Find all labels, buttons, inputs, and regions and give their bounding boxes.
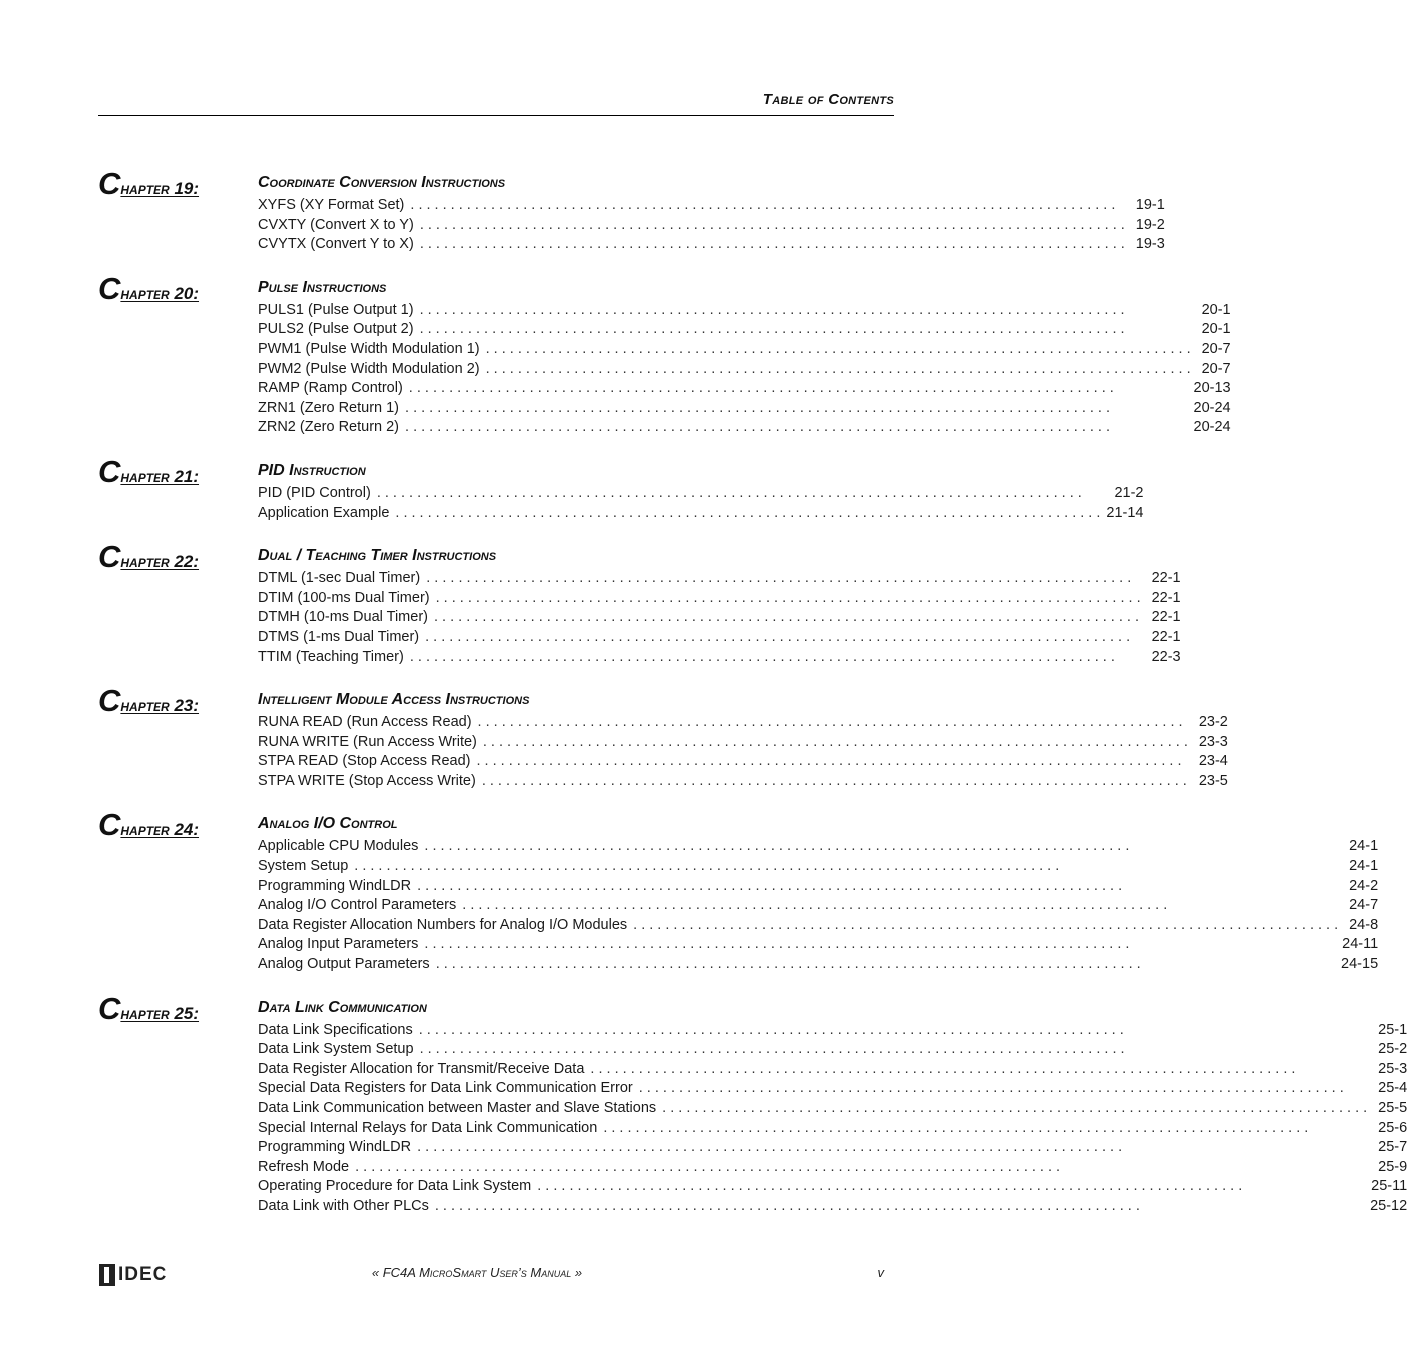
chapter-label-text: hapter 25:: [120, 1003, 200, 1023]
chapter-title: Analog I/O Control: [258, 815, 398, 833]
toc-entry-page: 22-1: [1151, 628, 1181, 645]
dot-leader: [355, 1158, 1367, 1178]
chapter-label: [98, 685, 258, 791]
toc-entry-page: 22-1: [1151, 570, 1181, 587]
chapter-label-text: hapter 21:: [120, 466, 200, 486]
toc-entry-page: 20-24: [1193, 419, 1231, 436]
toc-entry[interactable]: [258, 589, 1181, 609]
toc-entry-title: Data Link with Other PLCs: [258, 1197, 429, 1214]
toc-entry-page: 23-3: [1198, 733, 1228, 750]
toc-entry-page: 25-6: [1378, 1119, 1408, 1136]
toc-entry[interactable]: [258, 772, 1228, 792]
dot-leader: [462, 896, 1338, 916]
toc-entry-title: Data Link Specifications: [258, 1021, 413, 1038]
chapter-title: Data Link Communication: [258, 998, 427, 1016]
toc-entry-page: 25-1: [1378, 1021, 1408, 1038]
toc-entry[interactable]: [258, 196, 1165, 216]
dot-leader: [405, 418, 1188, 438]
toc-entry[interactable]: [258, 340, 1231, 360]
chapter-body: [258, 685, 1237, 791]
toc-entry-title: DTIM (100-ms Dual Timer): [258, 589, 430, 606]
dot-leader: [420, 1040, 1368, 1060]
dot-leader: [424, 837, 1338, 857]
toc-entry-page: 25-3: [1378, 1060, 1408, 1077]
dot-leader: [537, 1177, 1365, 1197]
chapter-label: [98, 270, 258, 438]
toc-entry-page: 24-2: [1349, 877, 1379, 894]
toc-entry-title: RAMP (Ramp Control): [258, 380, 403, 397]
toc-entry[interactable]: [258, 608, 1181, 628]
chapter-label-text: hapter 23:: [120, 696, 200, 716]
toc-entry-page: 23-2: [1198, 714, 1228, 731]
toc-entry[interactable]: [258, 857, 1378, 877]
toc-entry-page: 25-7: [1378, 1139, 1408, 1156]
toc-entry[interactable]: [258, 235, 1165, 255]
toc-entry-title: PID (PID Control): [258, 484, 371, 501]
chapter-label: [98, 541, 258, 667]
toc-entry-title: System Setup: [258, 858, 349, 875]
toc-entry[interactable]: [258, 1060, 1407, 1080]
table-of-contents: [98, 166, 1408, 1235]
header-rule: [98, 115, 894, 116]
chapter-title: PID Instruction: [258, 461, 366, 479]
dot-leader: [436, 589, 1141, 609]
toc-entry-page: 23-4: [1198, 753, 1228, 770]
dot-leader: [590, 1060, 1367, 1080]
toc-entry-page: 20-1: [1201, 321, 1231, 338]
dot-leader: [434, 608, 1141, 628]
dot-leader: [425, 628, 1140, 648]
dot-leader: [436, 955, 1335, 975]
dot-leader: [486, 340, 1191, 360]
chapter-label-text: hapter 24:: [120, 820, 200, 840]
toc-entry-page: 24-15: [1341, 956, 1379, 973]
toc-entry-page: 22-1: [1151, 589, 1181, 606]
toc-entry-title: XYFS (XY Format Set): [258, 197, 405, 213]
dot-leader: [603, 1119, 1367, 1139]
chapter-label-initial: C: [98, 807, 121, 843]
toc-entry-page: 25-11: [1371, 1178, 1408, 1195]
toc-entry[interactable]: [258, 379, 1231, 399]
toc-entry[interactable]: [258, 648, 1181, 668]
toc-entry[interactable]: [258, 1119, 1407, 1139]
toc-entry[interactable]: [258, 837, 1378, 857]
toc-entry[interactable]: [258, 1197, 1407, 1217]
toc-entry[interactable]: [258, 418, 1231, 438]
toc-entry-title: ZRN2 (Zero Return 2): [258, 419, 400, 436]
dot-leader: [420, 301, 1191, 321]
chapter-label-initial: C: [98, 166, 121, 201]
toc-entry[interactable]: [258, 1040, 1407, 1060]
toc-entry-title: STPA READ (Stop Access Read): [258, 753, 471, 770]
chapter-section: [98, 453, 1144, 523]
toc-entry[interactable]: [258, 301, 1231, 321]
toc-entry-title: Applicable CPU Modules: [258, 838, 419, 855]
toc-entry-page: 24-7: [1349, 897, 1379, 914]
toc-entry-title: STPA WRITE (Stop Access Write): [258, 772, 476, 789]
toc-entry-title: DTML (1-sec Dual Timer): [258, 570, 421, 587]
chapter-label: [98, 990, 258, 1217]
chapter-body: [258, 273, 1240, 438]
chapter-label-initial: C: [98, 539, 121, 575]
toc-entry[interactable]: [258, 935, 1378, 955]
chapter-label: [98, 453, 258, 523]
chapter-title: Intelligent Module Access Instructions: [258, 691, 530, 709]
dot-leader: [483, 733, 1188, 753]
toc-entry-page: 20-7: [1201, 340, 1231, 357]
toc-entry[interactable]: [258, 713, 1228, 733]
toc-entry[interactable]: [258, 877, 1378, 897]
toc-entry[interactable]: [258, 320, 1231, 340]
chapter-label-initial: C: [98, 270, 121, 306]
toc-entry-title: PWM1 (Pulse Width Modulation 1): [258, 340, 480, 357]
toc-entry[interactable]: [258, 1138, 1407, 1158]
dot-leader: [482, 772, 1188, 792]
toc-entry[interactable]: [258, 504, 1143, 524]
toc-entry[interactable]: [258, 569, 1181, 589]
dot-leader: [420, 216, 1125, 236]
dot-leader: [395, 504, 1100, 524]
chapter-section: [98, 990, 1408, 1217]
chapter-title: Coordinate Conversion Instructions: [258, 174, 506, 191]
toc-entry-page: 22-3: [1151, 648, 1181, 665]
chapter-title: Pulse Instructions: [258, 278, 387, 296]
toc-entry-page: 23-5: [1198, 772, 1228, 789]
dot-leader: [662, 1099, 1367, 1119]
chapter-section: [98, 166, 1165, 255]
dot-leader: [417, 877, 1338, 897]
toc-entry-title: PWM2 (Pulse Width Modulation 2): [258, 360, 480, 377]
toc-entry-title: PULS2 (Pulse Output 2): [258, 321, 414, 338]
toc-entry-title: Analog I/O Control Parameters: [258, 897, 457, 914]
toc-entry-title: CVYTX (Convert Y to X): [258, 236, 414, 253]
toc-entry-title: Programming WindLDR: [258, 877, 412, 894]
chapter-body: [258, 541, 1190, 667]
toc-entry[interactable]: [258, 216, 1165, 236]
dot-leader: [476, 752, 1187, 772]
dot-leader: [486, 360, 1191, 380]
chapter-label: [98, 809, 258, 974]
toc-entry[interactable]: [258, 733, 1228, 753]
toc-entry[interactable]: [258, 484, 1143, 504]
toc-entry-page: 24-1: [1349, 858, 1379, 875]
chapter-label-initial: C: [98, 990, 121, 1026]
dot-leader: [409, 379, 1188, 399]
toc-entry-title: TTIM (Teaching Timer): [258, 648, 404, 665]
dot-leader: [435, 1197, 1364, 1217]
toc-entry-title: Operating Procedure for Data Link System: [258, 1178, 532, 1195]
toc-entry-page: 21-14: [1106, 504, 1144, 521]
toc-entry-page: 20-24: [1193, 399, 1231, 416]
toc-entry-page: 20-13: [1193, 380, 1231, 397]
toc-entry-title: Refresh Mode: [258, 1158, 350, 1175]
chapter-label-text: hapter 20:: [120, 283, 200, 303]
chapter-label-initial: C: [98, 683, 121, 719]
toc-entry-title: RUNA READ (Run Access Read): [258, 714, 472, 731]
footer-manual-title: « FC4A MicroSmart User’s Manual »: [371, 1265, 583, 1280]
toc-entry-title: Data Register Allocation Numbers for Analog I/O Modules: [258, 916, 628, 933]
toc-entry-page: 22-1: [1151, 609, 1181, 626]
toc-entry-title: Analog Input Parameters: [258, 936, 419, 953]
toc-entry[interactable]: [258, 1079, 1407, 1099]
dot-leader: [424, 935, 1336, 955]
dot-leader: [478, 713, 1188, 733]
toc-entry-title: Application Example: [258, 504, 390, 521]
toc-entry-page: 19-1: [1135, 197, 1165, 213]
toc-entry-page: 20-7: [1201, 360, 1231, 377]
toc-entry-title: ZRN1 (Zero Return 1): [258, 399, 400, 416]
toc-entry[interactable]: [258, 360, 1231, 380]
dot-leader: [633, 916, 1338, 936]
toc-entry-title: RUNA WRITE (Run Access Write): [258, 733, 477, 750]
toc-entry-title: Data Link System Setup: [258, 1041, 414, 1058]
toc-entry[interactable]: [258, 896, 1378, 916]
chapter-label-text: hapter 22:: [120, 552, 200, 572]
chapter-section: [98, 270, 1231, 438]
dot-leader: [410, 648, 1141, 668]
running-head: Table of Contents: [762, 91, 894, 108]
chapter-section: [98, 807, 1379, 974]
toc-entry[interactable]: [258, 1099, 1407, 1119]
dot-leader: [639, 1079, 1367, 1099]
toc-entry-page: 25-5: [1378, 1100, 1408, 1116]
toc-entry-page: 25-12: [1370, 1197, 1408, 1214]
toc-entry-page: 21-2: [1114, 484, 1144, 501]
dot-leader: [420, 320, 1191, 340]
dot-leader: [417, 1138, 1367, 1158]
footer-page-number: v: [877, 1265, 884, 1280]
toc-entry-page: 19-2: [1135, 216, 1165, 233]
chapter-label-initial: C: [98, 453, 121, 489]
toc-entry[interactable]: [258, 628, 1181, 648]
idec-logo-text: IDEC: [118, 1264, 168, 1285]
dot-leader: [354, 857, 1338, 877]
chapter-label-text: hapter 19:: [120, 179, 200, 198]
chapter-body: [258, 168, 1174, 255]
toc-entry[interactable]: [258, 1021, 1407, 1041]
toc-entry-title: Special Data Registers for Data Link Communication Error: [258, 1080, 633, 1097]
dot-leader: [405, 399, 1188, 419]
toc-entry-title: Analog Output Parameters: [258, 956, 430, 973]
toc-entry[interactable]: [258, 399, 1231, 419]
chapter-label: [98, 168, 258, 255]
toc-entry[interactable]: [258, 955, 1378, 975]
toc-entry-page: 25-2: [1378, 1041, 1408, 1058]
toc-entry[interactable]: [258, 1158, 1407, 1178]
dot-leader: [420, 235, 1125, 255]
dot-leader: [377, 484, 1104, 504]
chapter-body: [258, 809, 1387, 974]
chapter-body: [258, 456, 1152, 523]
chapter-title: Dual / Teaching Timer Instructions: [258, 547, 497, 565]
toc-entry-title: Data Link Communication between Master and Slave Stations: [258, 1100, 657, 1116]
toc-entry-page: 25-4: [1378, 1080, 1408, 1097]
toc-entry-title: PULS1 (Pulse Output 1): [258, 301, 414, 318]
toc-entry-page: 24-8: [1349, 916, 1379, 933]
dot-leader: [410, 196, 1124, 216]
toc-entry-title: DTMS (1-ms Dual Timer): [258, 628, 420, 645]
toc-entry[interactable]: [258, 752, 1228, 772]
dot-leader: [426, 569, 1140, 589]
toc-entry[interactable]: [258, 916, 1378, 936]
toc-entry-page: 24-1: [1349, 838, 1379, 855]
toc-entry-page: 25-9: [1378, 1158, 1408, 1175]
chapter-section: [98, 539, 1181, 667]
toc-entry-title: Data Register Allocation for Transmit/Receive Data: [258, 1060, 585, 1077]
toc-entry-title: Programming WindLDR: [258, 1139, 412, 1156]
toc-entry-title: DTMH (10-ms Dual Timer): [258, 609, 428, 626]
toc-entry-title: Special Internal Relays for Data Link Communication: [258, 1119, 598, 1136]
chapter-body: [258, 993, 1416, 1217]
chapter-section: [98, 683, 1228, 791]
toc-entry[interactable]: [258, 1177, 1407, 1197]
toc-entry-page: 19-3: [1135, 236, 1165, 253]
toc-entry-title: CVXTY (Convert X to Y): [258, 216, 414, 233]
toc-entry-page: 20-1: [1201, 301, 1231, 318]
toc-entry-page: 24-11: [1342, 936, 1379, 953]
dot-leader: [419, 1021, 1367, 1041]
